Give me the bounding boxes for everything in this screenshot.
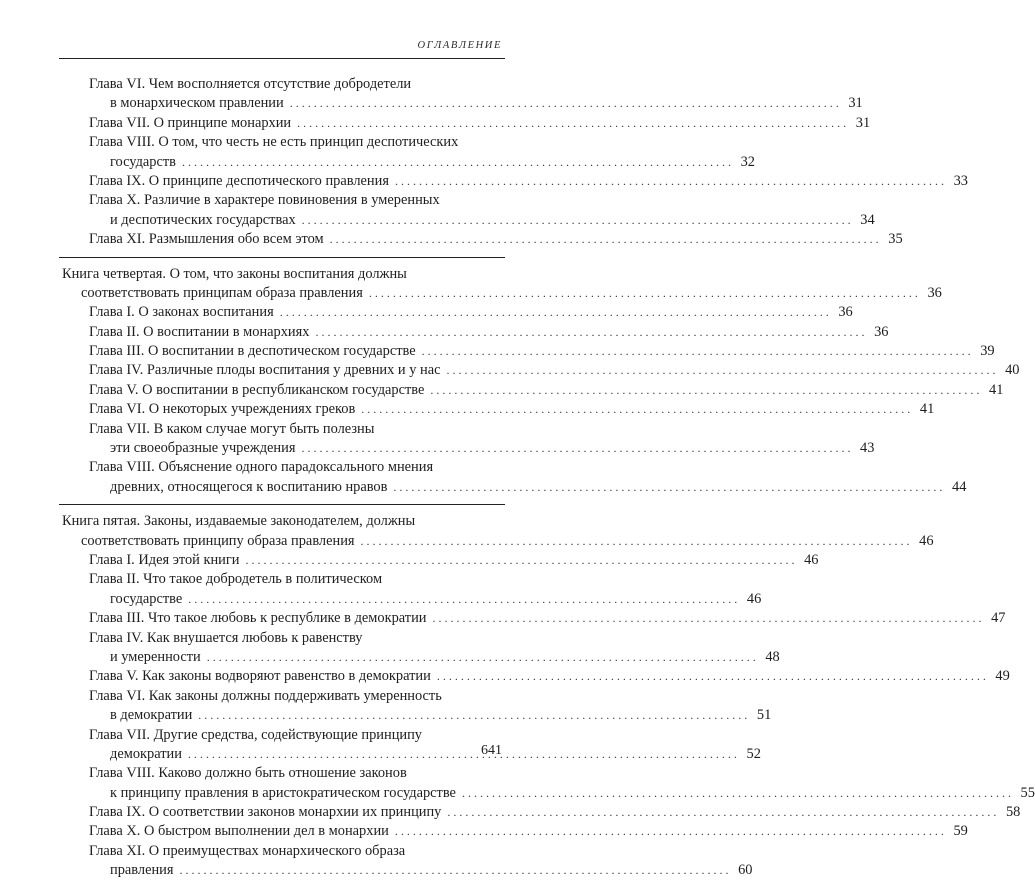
toc-entry [62, 784, 1035, 803]
toc-entry-text: Глава VII. Другие средства, содействующие принципу [89, 726, 423, 743]
toc-entry [62, 94, 863, 113]
toc-page-number: 36 [838, 304, 853, 321]
toc-entry [62, 342, 995, 361]
book-title: Книга четвертая. О том, что законы воспитания должны [62, 265, 407, 282]
dot-leader [447, 361, 996, 380]
toc-entry-text: Глава XI. О преимуществах монархического образа [89, 842, 406, 859]
toc-page-number: 41 [989, 381, 1004, 398]
toc-entry [62, 861, 753, 880]
book-title: соответствовать принципам образа правления [81, 284, 363, 301]
toc-entry [62, 532, 934, 551]
toc-entry-text: демократии [110, 745, 182, 762]
toc-entry [62, 439, 875, 458]
dot-leader [245, 551, 794, 570]
dot-leader [369, 284, 918, 303]
book-title: соответствовать принципу образа правления [81, 532, 355, 549]
toc-entry [62, 172, 968, 191]
toc-entry-text: Глава VII. О принципе монархии [89, 114, 292, 131]
dot-leader [430, 381, 979, 400]
toc-entry [62, 706, 772, 725]
table-of-contents [62, 75, 1035, 881]
dot-leader [395, 172, 944, 191]
dot-leader [188, 745, 737, 764]
book-5-section [59, 504, 1035, 880]
toc-entry [62, 551, 819, 570]
toc-entry-text: Глава IV. Как внушается любовь к равенству [89, 629, 363, 646]
toc-entry [62, 303, 853, 322]
toc-page-number: 36 [927, 284, 942, 301]
toc-entry-text: Глава VII. В каком случае могут быть полезны [89, 420, 375, 437]
toc-entry-text: Глава VIII. Объяснение одного парадоксального мнения [89, 459, 434, 476]
toc-entry [62, 114, 871, 133]
dot-leader [290, 94, 839, 113]
dot-leader [361, 532, 910, 551]
dot-leader [393, 478, 942, 497]
dot-leader [447, 803, 996, 822]
dot-leader [198, 706, 747, 725]
dot-leader [297, 114, 846, 133]
toc-page-number: 44 [952, 478, 967, 495]
toc-entry [62, 230, 903, 249]
dot-leader [432, 609, 981, 628]
toc-page-number: 52 [746, 745, 761, 762]
running-head: ОГЛАВЛЕНИЕ [417, 40, 502, 51]
toc-entry [62, 822, 968, 841]
toc-page-number: 39 [980, 343, 995, 360]
toc-entry [62, 361, 1020, 380]
toc-entry-text: Глава II. О воспитании в монархиях [89, 323, 310, 340]
toc-entry-text: эти своеобразные учреждения [110, 440, 296, 457]
toc-entry-text: Глава VI. Чем восполняется отсутствие добродетели [89, 76, 412, 92]
toc-entry-text: в монархическом правлении [110, 95, 284, 112]
toc-page-number: 32 [740, 153, 755, 170]
dot-leader [462, 784, 1011, 803]
toc-page-number: 35 [888, 231, 903, 248]
toc-page-number: 41 [919, 401, 935, 418]
book-3-section [62, 75, 968, 250]
toc-entry-text: Глава VIII. Каково должно быть отношение законов [89, 765, 407, 782]
toc-entry [62, 381, 1004, 400]
toc-page-number: 46 [746, 590, 762, 607]
toc-page-number: 46 [919, 532, 934, 549]
toc-entry-text: государств [110, 153, 176, 170]
toc-page-number: 49 [995, 668, 1010, 685]
dot-leader [179, 861, 728, 880]
toc-entry-text: Глава VI. О некоторых учреждениях греков [89, 401, 356, 418]
dot-leader [361, 400, 910, 419]
toc-entry [62, 284, 942, 303]
dot-leader [315, 323, 864, 342]
toc-entry-text: Глава II. Что такое добродетель в политическом [89, 571, 383, 588]
toc-entry-text: к принципу правления в аристократическом государстве [110, 784, 456, 801]
toc-page-number: 40 [1005, 362, 1020, 379]
toc-entry-text: Глава IX. О соответствии законов монархии их принципу [89, 804, 442, 821]
toc-entry-text: Глава I. Идея этой книги [89, 551, 240, 568]
toc-entry-text: и деспотических государствах [110, 211, 296, 228]
toc-entry-text: Глава III. Что такое любовь к республике в демократии [89, 610, 427, 627]
toc-entry [62, 211, 875, 230]
toc-entry-text: Глава X. О быстром выполнении дел в монархии [89, 823, 389, 840]
toc-entry [62, 400, 935, 419]
toc-page-number: 46 [804, 551, 819, 568]
toc-page-number: 51 [756, 707, 772, 724]
toc-page-number: 31 [855, 114, 871, 131]
dot-leader [301, 439, 850, 458]
toc-entry-text: Глава X. Различие в характере повиновения в умеренных [89, 192, 440, 209]
toc-page-number: 31 [848, 95, 863, 112]
toc-entry [62, 745, 761, 764]
dot-leader [330, 230, 879, 249]
toc-page-number: 36 [874, 323, 889, 340]
toc-entry [62, 648, 780, 667]
dot-leader [182, 153, 731, 172]
toc-entry-text: и умеренности [110, 648, 201, 665]
toc-entry-text: Глава VIII. О том, что честь не есть принцип деспотических [89, 134, 459, 151]
toc-entry [62, 153, 755, 172]
toc-page-number: 34 [860, 211, 875, 228]
toc-entry-text: государстве [110, 590, 183, 607]
toc-page-number: 43 [860, 440, 875, 457]
toc-page-number: 55 [1020, 784, 1035, 801]
dot-leader [422, 342, 971, 361]
toc-entry-text: правления [110, 862, 174, 879]
toc-entry [62, 590, 762, 609]
toc-entry-text: Глава IV. Различные плоды воспитания у древних и у нас [89, 362, 441, 379]
toc-page-number: 58 [1005, 804, 1021, 821]
dot-leader [302, 211, 851, 230]
dot-leader [437, 667, 986, 686]
toc-entry [62, 323, 889, 342]
toc-entry [62, 478, 967, 497]
dot-leader [395, 822, 944, 841]
toc-page-number: 60 [738, 862, 753, 879]
toc-entry-text: Глава V. Как законы водворяют равенство в демократии [89, 668, 431, 685]
toc-entry [62, 609, 1006, 628]
header-rule [59, 58, 505, 59]
toc-entry [62, 667, 1010, 686]
toc-entry-text: Глава VI. Как законы должны поддерживать умеренность [89, 687, 442, 704]
toc-entry-text: Глава V. О воспитании в республиканском государстве [89, 381, 425, 398]
toc-page-number: 33 [953, 172, 968, 189]
toc-entry-text: древних, относящегося к воспитанию нравов [110, 478, 388, 495]
dot-leader [207, 648, 756, 667]
toc-entry-text: Глава III. О воспитании в деспотическом государстве [89, 343, 416, 360]
dot-leader [280, 303, 829, 322]
toc-entry-text: Глава IX. О принципе деспотического правления [89, 172, 389, 189]
toc-entry [62, 803, 1021, 822]
toc-page-number: 59 [953, 823, 968, 840]
dot-leader [188, 590, 737, 609]
toc-page-number: 48 [765, 648, 780, 665]
toc-page-number: 47 [991, 610, 1006, 627]
page-number: 641 [481, 743, 502, 758]
toc-entry-text: Глава I. О законах воспитания [89, 304, 274, 321]
toc-entry-text: в демократии [110, 707, 193, 724]
book-title: Книга пятая. Законы, издаваемые законодателем, должны [62, 513, 416, 530]
book-4-section [59, 257, 1020, 498]
toc-entry-text: Глава XI. Размышления обо всем этом [89, 231, 324, 248]
